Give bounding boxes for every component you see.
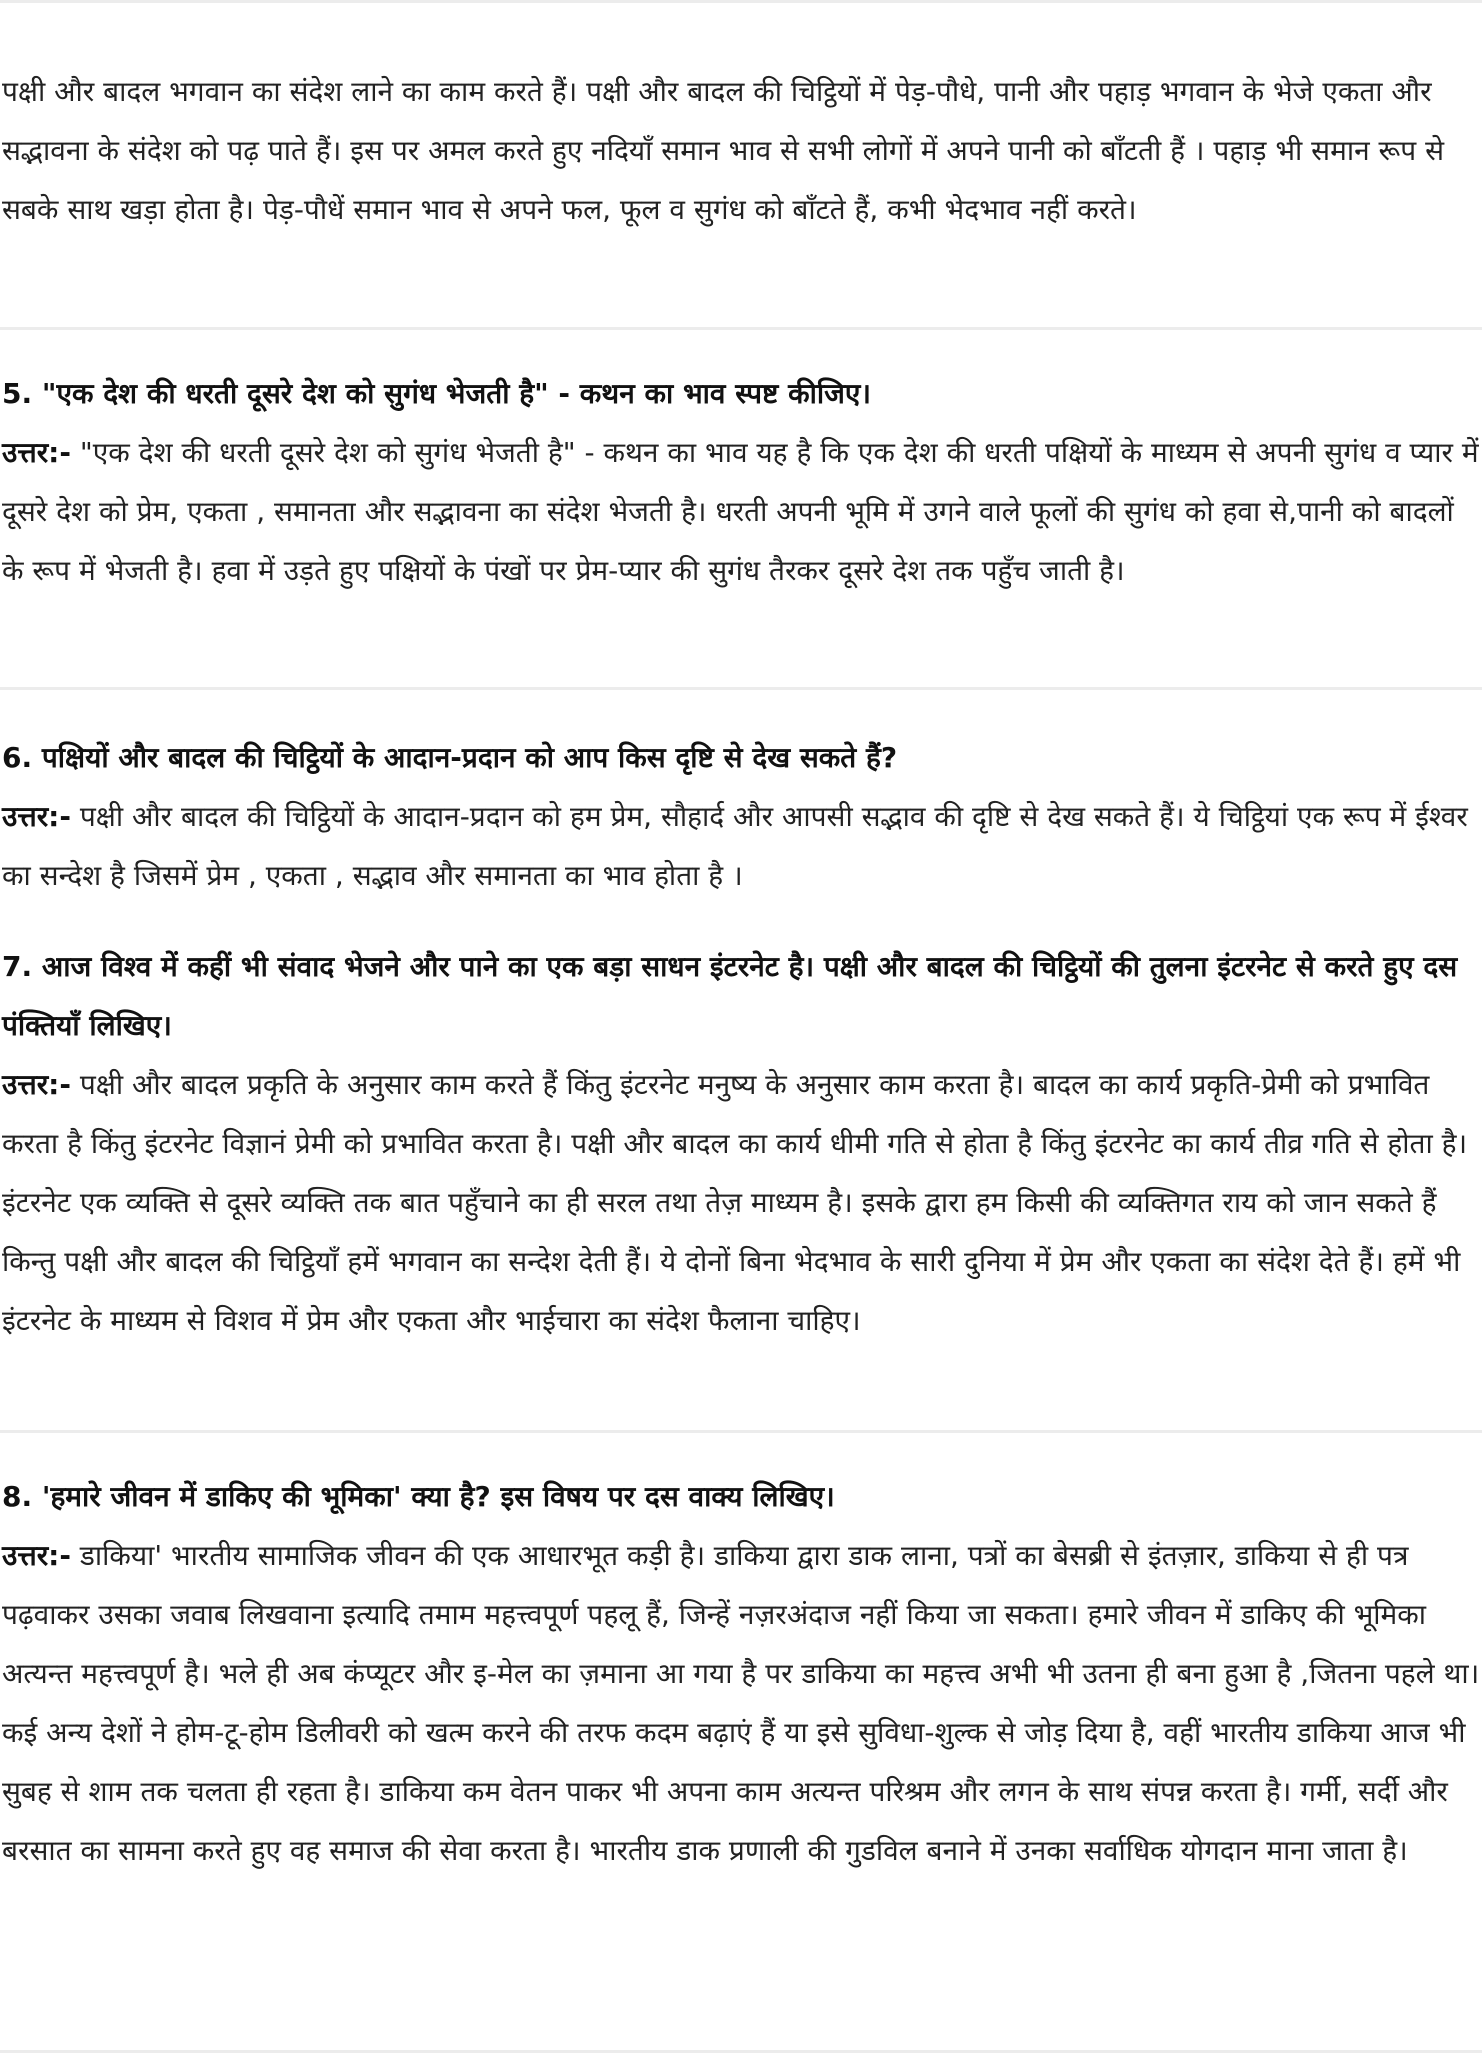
answer-label: उत्तर:-	[2, 800, 71, 833]
answer-text	[0, 787, 1482, 905]
answer-text	[0, 423, 1482, 600]
question-text: 7. आज विश्व में कहीं भी संवाद भेजने और पाने का एक बड़ा साधन इंटरनेट है। पक्षी और बादल की चिट्ठियों की तुलना इंटरनेट से करते हुए दस पंक्तियाँ लिखिए।	[2, 950, 1458, 1042]
divider	[0, 687, 1482, 690]
answer-text-continued: कई अन्य देशों ने होम-टू-होम डिलीवरी को खत्म करने की तरफ कदम बढ़ाएं हैं या इसे सुविधा-शुल्क से जोड़ दिया है, वहीं भारतीय डाकिया आज भी सुबह से शाम तक चलता ही रहता है। डाकिया कम वेतन पाकर भी अपना काम अत्यन्त परिश्रम और लगन के साथ संपन्न करता है। गर्मी, सर्दी और बरसात का सामना करते हुए वह समाज की सेवा करता है। भारतीय डाक प्रणाली की गुडविल बनाने में उनका सर्वाधिक योगदान माना जाता है।	[2, 1716, 1466, 1867]
answer-body: पक्षी और बादल प्रकृति के अनुसार काम करते हैं किंतु इंटरनेट मनुष्य के अनुसार काम करता है। बादल का कार्य प्रकृति-प्रेमी को प्रभावित करता है किंतु इंटरनेट विज्ञानं प्रेमी को प्रभावित करता है। पक्षी और बादल का कार्य धीमी गति से होता है किंतु इंटरनेट का कार्य तीव्र गति से होता है। इंटरनेट एक व्यक्ति से दूसरे व्यक्ति तक बात पहुँचाने का ही सरल तथा तेज़ माध्यम है। इसके द्वारा हम किसी की व्यक्तिगत राय को जान सकते हैं किन्तु पक्षी और बादल की चिट्ठियाँ हमें भगवान का सन्देश देती हैं। ये दोनों बिना भेदभाव के सारी दुनिया में प्रेम और एकता का संदेश देते हैं। हमें भी इंटरनेट के माध्यम से विशव में प्रेम और एकता और भाईचारा का संदेश फैलाना चाहिए।	[2, 1068, 1468, 1337]
question-text: 5. "एक देश की धरती दूसरे देश को सुगंध भेजती है" - कथन का भाव स्पष्ट कीजिए।	[2, 377, 872, 410]
answer-body: "एक देश की धरती दूसरे देश को सुगंध भेजती है" - कथन का भाव यह है कि एक देश की धरती पक्षियों के माध्यम से अपनी सुगंध व प्यार में दूसरे देश को प्रेम, एकता , समानता और सद्भावना का संदेश भेजती है। धरती अपनी भूमि में उगने वाले फूलों की सुगंध को हवा से,पानी को बादलों के रूप में भेजती है। हवा में उड़ते हुए पक्षियों के पंखों पर प्रेम-प्यार की सुगंध तैरकर दूसरे देश तक पहुँच जाती है।	[2, 436, 1479, 587]
question-5	[0, 364, 1482, 600]
divider-top	[0, 0, 1482, 3]
question-7	[0, 937, 1482, 1350]
answer-body: पक्षी और बादल की चिट्ठियों के आदान-प्रदान को हम प्रेम, सौहार्द और आपसी सद्भाव की दृष्टि से देख सकते हैं। ये चिट्ठियां एक रूप में ईश्वर का सन्देश है जिसमें प्रेम , एकता , सद्भाव और समानता का भाव होता है ।	[2, 800, 1468, 892]
answer-body: डाकिया' भारतीय सामाजिक जीवन की एक आधारभूत कड़ी है। डाकिया द्वारा डाक लाना, पत्रों का बेसब्री से इंतज़ार, डाकिया से ही पत्र पढ़वाकर उसका जवाब लिखवाना इत्यादि तमाम महत्त्वपूर्ण पहलू हैं, जिन्हें नज़रअंदाज नहीं किया जा सकता। हमारे जीवन में डाकिए की भूमिका अत्यन्त महत्त्वपूर्ण है। भले ही अब कंप्यूटर और इ-मेल का ज़माना आ गया है पर डाकिया का महत्त्व अभी भी उतना ही बना हुआ है ,जितना पहले था।	[2, 1539, 1480, 1690]
question-6	[0, 728, 1482, 905]
question-8	[0, 1467, 1482, 1880]
answer-text	[0, 1526, 1482, 1703]
divider-bottom	[0, 2050, 1482, 2053]
divider	[0, 1430, 1482, 1433]
intro-paragraph: पक्षी और बादल भगवान का संदेश लाने का काम करते हैं। पक्षी और बादल की चिट्ठियों में पेड़-पौधे, पानी और पहाड़ भगवान के भेजे एकता और सद्भावना के संदेश को पढ़ पाते हैं। इस पर अमल करते हुए नदियाँ समान भाव से सभी लोगों में अपने पानी को बाँटती हैं । पहाड़ भी समान रूप से सबके साथ खड़ा होता है। पेड़-पौधें समान भाव से अपने फल, फूल व सुगंध को बाँटते हैं, कभी भेदभाव नहीं करते।	[2, 75, 1445, 226]
intro-section	[0, 62, 1482, 239]
question-text: 8. 'हमारे जीवन में डाकिए की भूमिका' क्या है? इस विषय पर दस वाक्य लिखिए।	[2, 1480, 835, 1513]
answer-label: उत्तर:-	[2, 1068, 71, 1101]
answer-label: उत्तर:-	[2, 436, 71, 469]
answer-text	[0, 1055, 1482, 1350]
answer-label: उत्तर:-	[2, 1539, 71, 1572]
question-text: 6. पक्षियों और बादल की चिट्ठियों के आदान-प्रदान को आप किस दृष्टि से देख सकते हैं?	[2, 741, 898, 774]
divider	[0, 327, 1482, 330]
